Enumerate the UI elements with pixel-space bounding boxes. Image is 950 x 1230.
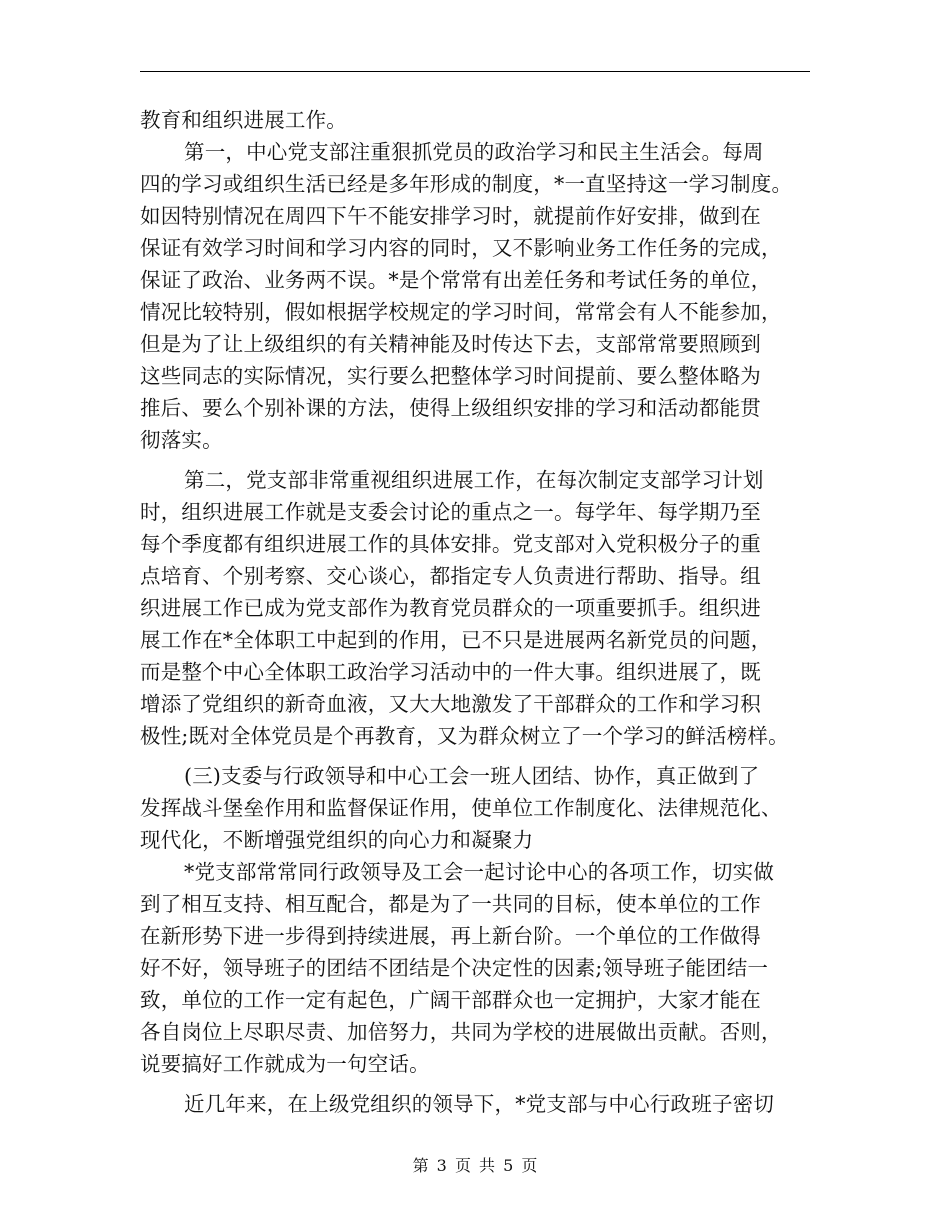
header-rule [140,71,810,72]
text-line: 如因特别情况在周四下午不能安排学习时，就提前作好安排，做到在 [140,204,761,228]
text-line: 致，单位的工作一定有起色，广阔干部群众也一定拥护，大家才能在 [140,988,761,1012]
text-line: 时，组织进展工作就是支委会讨论的重点之一。每学年、每学期乃至 [140,500,761,524]
text-line: 各自岗位上尽职尽责、加倍努力，共同为学校的进展做出贡献。否则， [140,1020,782,1044]
text-line: 发挥战斗堡垒作用和监督保证作用，使单位工作制度化、法律规范化、 [140,796,782,820]
text-line: 第一，中心党支部注重狠抓党员的政治学习和民主生活会。每周 [184,140,764,164]
text-line: 保证了政治、业务两不误。*是个常常有出差任务和考试任务的单位， [140,268,772,292]
text-line: 保证有效学习时间和学习内容的同时，又不影响业务工作任务的完成， [140,236,782,260]
text-line: 但是为了让上级组织的有关精神能及时传达下去，支部常常要照顾到 [140,332,761,356]
text-line: 彻落实。 [140,428,223,452]
page-number: 第 3 页 共 5 页 [412,1156,538,1175]
text-line: 第二，党支部非常重视组织进展工作，在每次制定支部学习计划 [184,468,764,492]
text-line: 这些同志的实际情况，实行要么把整体学习时间提前、要么整体略为 [140,364,761,388]
text-line: 四的学习或组织生活已经是多年形成的制度，*一直坚持这一学习制度。 [140,172,793,196]
text-line: 好不好，领导班子的团结不团结是个决定性的因素;领导班子能团结一 [140,956,769,980]
text-line: 说要搞好工作就成为一句空话。 [140,1052,430,1076]
text-line: 现代化，不断增强党组织的向心力和凝聚力 [140,828,534,852]
text-line: 极性;既对全体党员是个再教育，又为群众树立了一个学习的鲜活榜样。 [140,724,789,748]
text-line: 而是整个中心全体职工政治学习活动中的一件大事。组织进展了，既 [140,660,761,684]
text-line: (三)支委与行政领导和中心工会一班人团结、协作，真正做到了 [184,764,760,788]
text-line: 到了相互支持、相互配合，都是为了一共同的目标，使本单位的工作 [140,892,761,916]
text-line: *党支部常常同行政领导及工会一起讨论中心的各项工作，切实做 [184,860,775,884]
text-line: 推后、要么个别补课的方法，使得上级组织安排的学习和活动都能贯 [140,396,761,420]
text-line: 增添了党组织的新奇血液，又大大地激发了干部群众的工作和学习积 [140,692,761,716]
text-line: 在新形势下进一步得到持续进展，再上新台阶。一个单位的工作做得 [140,924,761,948]
text-line: 点培育、个别考察、交心谈心，都指定专人负责进行帮助、指导。组 [140,564,761,588]
text-line: 近几年来，在上级党组织的领导下，*党支部与中心行政班子密切 [184,1092,775,1116]
text-line: 教育和组织进展工作。 [140,108,347,132]
text-line: 每个季度都有组织进展工作的具体安排。党支部对入党积极分子的重 [140,532,761,556]
text-line: 情况比较特别，假如根据学校规定的学习时间，常常会有人不能参加， [140,300,782,324]
text-line: 展工作在*全体职工中起到的作用，已不只是进展两名新党员的问题， [140,628,772,652]
text-line: 织进展工作已成为党支部作为教育党员群众的一项重要抓手。组织进 [140,596,761,620]
